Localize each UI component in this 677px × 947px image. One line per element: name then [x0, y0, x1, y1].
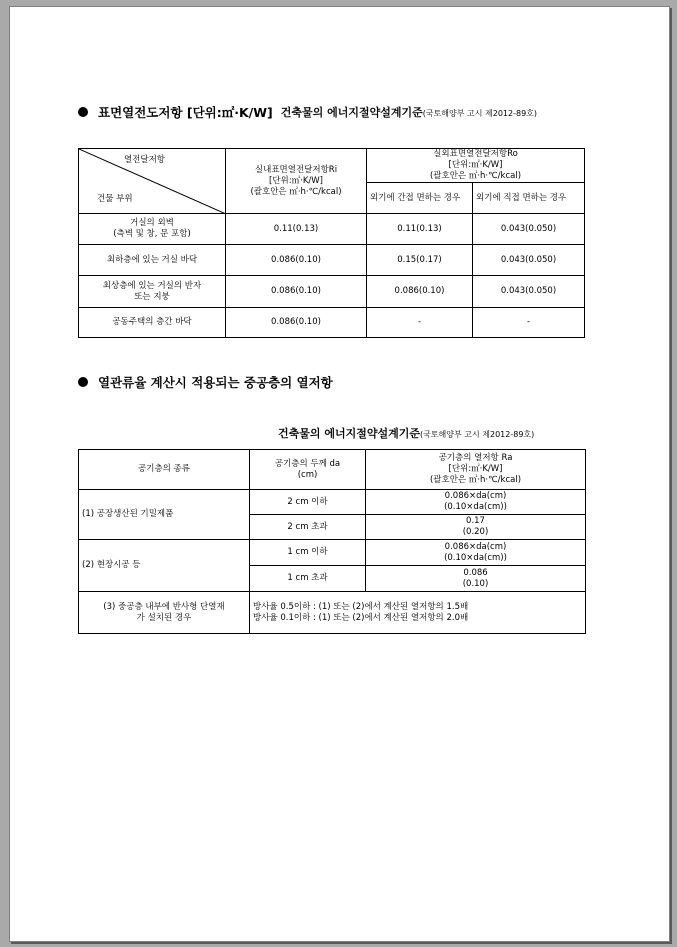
document-page	[9, 6, 670, 942]
table-row	[79, 540, 586, 566]
reflective-value: 방사율 0.5이하 : (1) 또는 (2)에서 계산된 열저항의 1.5배 방사율 0.1이하 : (1) 또는 (2)에서 계산된 열저항의 2.0배	[250, 592, 586, 634]
cell-thickness: 1 cm 초과	[250, 566, 366, 592]
header-ri: 실내표면열전달저항Ri [단위:㎡·K/W] (괄호안은 ㎡·h·℃/kcal)	[226, 149, 367, 214]
section2-heading	[78, 373, 333, 391]
header-thickness: 공기층의 두께 da (cm)	[250, 450, 366, 490]
cell-thickness: 2 cm 초과	[250, 515, 366, 540]
cell-indirect: -	[367, 308, 473, 338]
cell-ri: 0.086(0.10)	[226, 276, 367, 308]
row-label: 거실의 외벽 (측벽 및 창, 문 포함)	[79, 214, 226, 245]
table-row	[79, 490, 586, 515]
table-row	[79, 308, 585, 338]
cell-indirect: 0.11(0.13)	[367, 214, 473, 245]
cell-indirect: 0.086(0.10)	[367, 276, 473, 308]
cell-direct: -	[473, 308, 585, 338]
diag-top-label: 열전달저항	[123, 155, 165, 165]
row-label: 공동주택의 층간 바닥	[79, 308, 226, 338]
table-row	[79, 276, 585, 308]
header-ra: 공기층의 열저항 Ra [단위:㎡·K/W] (괄호안은 ㎡·h·℃/kcal)	[366, 450, 586, 490]
group-label: (2) 현장시공 등	[79, 540, 250, 592]
header-type: 공기층의 종류	[79, 450, 250, 490]
table-row	[79, 214, 585, 245]
cell-thickness: 1 cm 이하	[250, 540, 366, 566]
cell-direct: 0.043(0.050)	[473, 276, 585, 308]
header-indirect: 외기에 간접 면하는 경우	[367, 183, 473, 214]
cell-ra: 0.086×da(cm) (0.10×da(cm))	[366, 540, 586, 566]
header-direct: 외기에 직접 면하는 경우	[473, 183, 585, 214]
row-label: 최하층에 있는 거실 바닥	[79, 245, 226, 276]
cell-ra: 0.086 (0.10)	[366, 566, 586, 592]
section1-title: 표면열전도저항 [단위:㎡·K/W]	[98, 105, 273, 120]
reflective-label: (3) 중공층 내부에 반사형 단열재 가 설치된 경우	[79, 592, 250, 634]
diagonal-header-cell	[79, 149, 226, 214]
cell-ri: 0.086(0.10)	[226, 245, 367, 276]
cell-direct: 0.043(0.050)	[473, 214, 585, 245]
table-row	[79, 245, 585, 276]
cell-ri: 0.11(0.13)	[226, 214, 367, 245]
section2-reference: 건축물의 에너지절약설계기준(국토해양부 고시 제2012-89호)	[278, 427, 535, 440]
cell-ra: 0.086×da(cm) (0.10×da(cm))	[366, 490, 586, 515]
section1-reference: 건축물의 에너지절약설계기준(국토해양부 고시 제2012-89호)	[280, 106, 538, 119]
header-ro: 실외표면열전달저항Ro [단위:㎡·K/W] (괄호안은 ㎡·h·℃/kcal)	[367, 149, 585, 183]
air-layer-resistance-table	[78, 449, 586, 634]
cell-direct: 0.043(0.050)	[473, 245, 585, 276]
row-label: 최상층에 있는 거실의 반자 또는 지붕	[79, 276, 226, 308]
group-label: (1) 공장생산된 기밀제품	[79, 490, 250, 540]
cell-thickness: 2 cm 이하	[250, 490, 366, 515]
section1-heading	[78, 103, 537, 121]
section2-title: 열관류율 계산시 적용되는 중공층의 열저항	[98, 375, 333, 390]
cell-indirect: 0.15(0.17)	[367, 245, 473, 276]
cell-ri: 0.086(0.10)	[226, 308, 367, 338]
bullet-icon	[78, 377, 88, 387]
surface-resistance-table	[78, 148, 585, 338]
diag-bottom-label: 건물 부위	[97, 194, 133, 204]
bullet-icon	[78, 107, 88, 117]
table-row	[79, 592, 586, 634]
cell-ra: 0.17 (0.20)	[366, 515, 586, 540]
